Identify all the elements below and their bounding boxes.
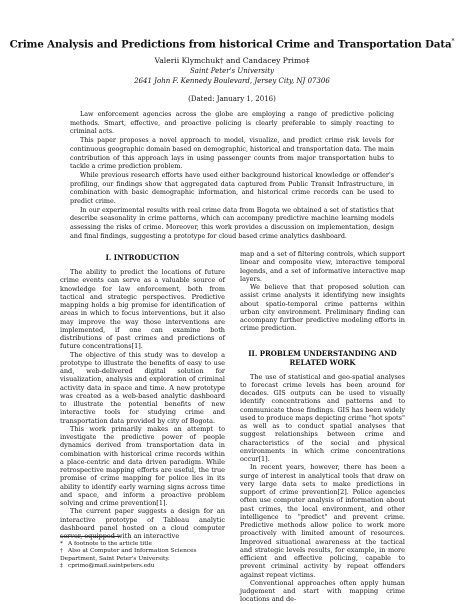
affiliation [0, 66, 464, 86]
affiliation-university: Saint Peter's University [189, 67, 275, 75]
title-footnote-mark: * [451, 38, 455, 45]
paper-title [0, 38, 464, 50]
footnote-text: A footnote to the article title [68, 541, 152, 547]
footnote[interactable] [60, 563, 225, 570]
footnote-text: Also at Computer and Information Sciences Department, Saint Peter's University. [60, 548, 197, 562]
body-paragraph: We believe that that proposed solution can assist crime analysts it identifying new insights about spatio-temporal crime patterns within urban city environment. Preliminary finding can accompany further predictive modeling efforts in crime prediction. [240, 283, 405, 333]
abstract-paragraph: This paper proposes a novel approach to model, visualize, and predict crime risk levels for continuous geographic domain based on demographic, historical and transportation data. The main contribution of this approach lays in using passenger counts from major transportation hubs to tackle a crime prediction problem. [70, 136, 394, 171]
section-heading-introduction: I. INTRODUCTION [105, 253, 180, 262]
affiliation-address: 2641 John F. Kennedy Boulevard, Jersey City, NJ 07306 [134, 77, 330, 85]
body-paragraph: This work primarily makes an attempt to investigate the predictive power of people dynamics derived from transportation data in combination with historical crime records within a place-centric and data driven paradigm. While retrospective mapping efforts are useful, the true promise of crime mapping for police lies in its ability to identify early warning signs across time and space, and inform a proactive problem solving and crime prevention[1]. [60, 424, 225, 507]
footnotes [60, 541, 225, 571]
footnote-mark: ‡ [60, 563, 63, 570]
date-line: (Dated: January 1, 2016) [188, 95, 276, 103]
body-paragraph: The objective of this study was to develop a prototype to illustrate the benefits of easy to use and, web-delivered digital solution for visualization, analysis and exploration of criminal activity data in space and time. A new prototype was created as a web-based analytic dashboard to illustrate the potential benefits of new interactive tools for studying crime and transportation data provided by city of Bogota. [60, 350, 225, 425]
author-line: Valerii Klymchuk† and Candacey Primo‡ [154, 56, 310, 65]
footnote [60, 548, 225, 563]
footnote-mark: * [60, 541, 63, 547]
body-paragraph-continuation: map and a set of filtering controls, which support linear and composite view, interactive temporal legends, and a set of informative interactive map layers. [240, 250, 405, 283]
abstract-paragraph: While previous research efforts have used either background historical knowledge or offender's profiling, our findings show that aggregated data captured from Public Transit Infrastructure, in combination with basic demographic information, and historical crime records can be used to predict crime. [70, 170, 394, 206]
body-paragraph: In recent years, however, there has been a surge of interest in analytical tools that draw on very large data sets to make predictions in support of crime prevention[2]. Police agencies often use computer analysis of information about past crimes, the local environment, and other intelligence to "predict" and prevent crime. Predictive methods allow police to work more proactively with limited amount of resources. Improved situational awareness at the tactical and strategic levels results, for example, in more efficient and effective policing, capable to prevent criminal activity by repeat offenders against repeat victims. [240, 463, 405, 579]
right-column [240, 250, 405, 604]
abstract-paragraph: In our experimental results with real crime data from Bogota we obtained a set of statistics that describe seasonality in crime patterns, which can accompany predictive machine learning models assessing the risks of crime. Moreover, this work provides a discussion on implementation, design and final findings, suggesting a prototype for cloud based crime analytics dashboard. [70, 205, 394, 240]
body-paragraph: The use of statistical and geo-spatial analyses to forecast crime levels has been around for decades. GIS outputs can be used to visually identify concentrations and patterns and to communicate those findings. GIS has been widely used to produce maps depicting crime "hot spots" as well as to conduct spatial analyses that suggest relationships between crime and characteristics of the social and physical environments in which crime concentrations occur[1]. [240, 372, 405, 463]
body-paragraph: The current paper suggests a design for an interactive prototype of Tableau analytic dashboard panel hosted on a cloud computer server, equipped with an interactive [60, 507, 225, 540]
section-heading-related-work: II. PROBLEM UNDERSTANDING AND RELATED WORK [248, 348, 397, 367]
email-link[interactable]: cprimo@mail.saintpeters.edu [68, 563, 155, 570]
body-paragraph: Conventional approaches often apply human judgement and start with mapping crime locations and de- [240, 578, 405, 604]
abstract [70, 110, 394, 241]
abstract-paragraph: Law enforcement agencies across the globe are employing a range of predictive policing methods. Smart, effective, and proactive policing is clearly preferable to simply reacting to criminal acts. [70, 110, 394, 136]
left-column [60, 250, 225, 540]
body-paragraph: The ability to predict the locations of future crime events can serve as a valuable source of knowledge for law enforcement, both from tactical and strategic perspectives. Predictive mapping holds a big promise for identification of areas in which to focus interventions, but it also may improve the way those interventions are implemented, if one can examine both distributions of past crimes and predictions of future concentrations[1]. [60, 268, 225, 351]
title-text: Crime Analysis and Predictions from historical Crime and Transportation Data [9, 38, 452, 51]
footnote-mark: † [60, 548, 63, 555]
footnote-rule [60, 536, 120, 537]
footnote [60, 541, 225, 548]
